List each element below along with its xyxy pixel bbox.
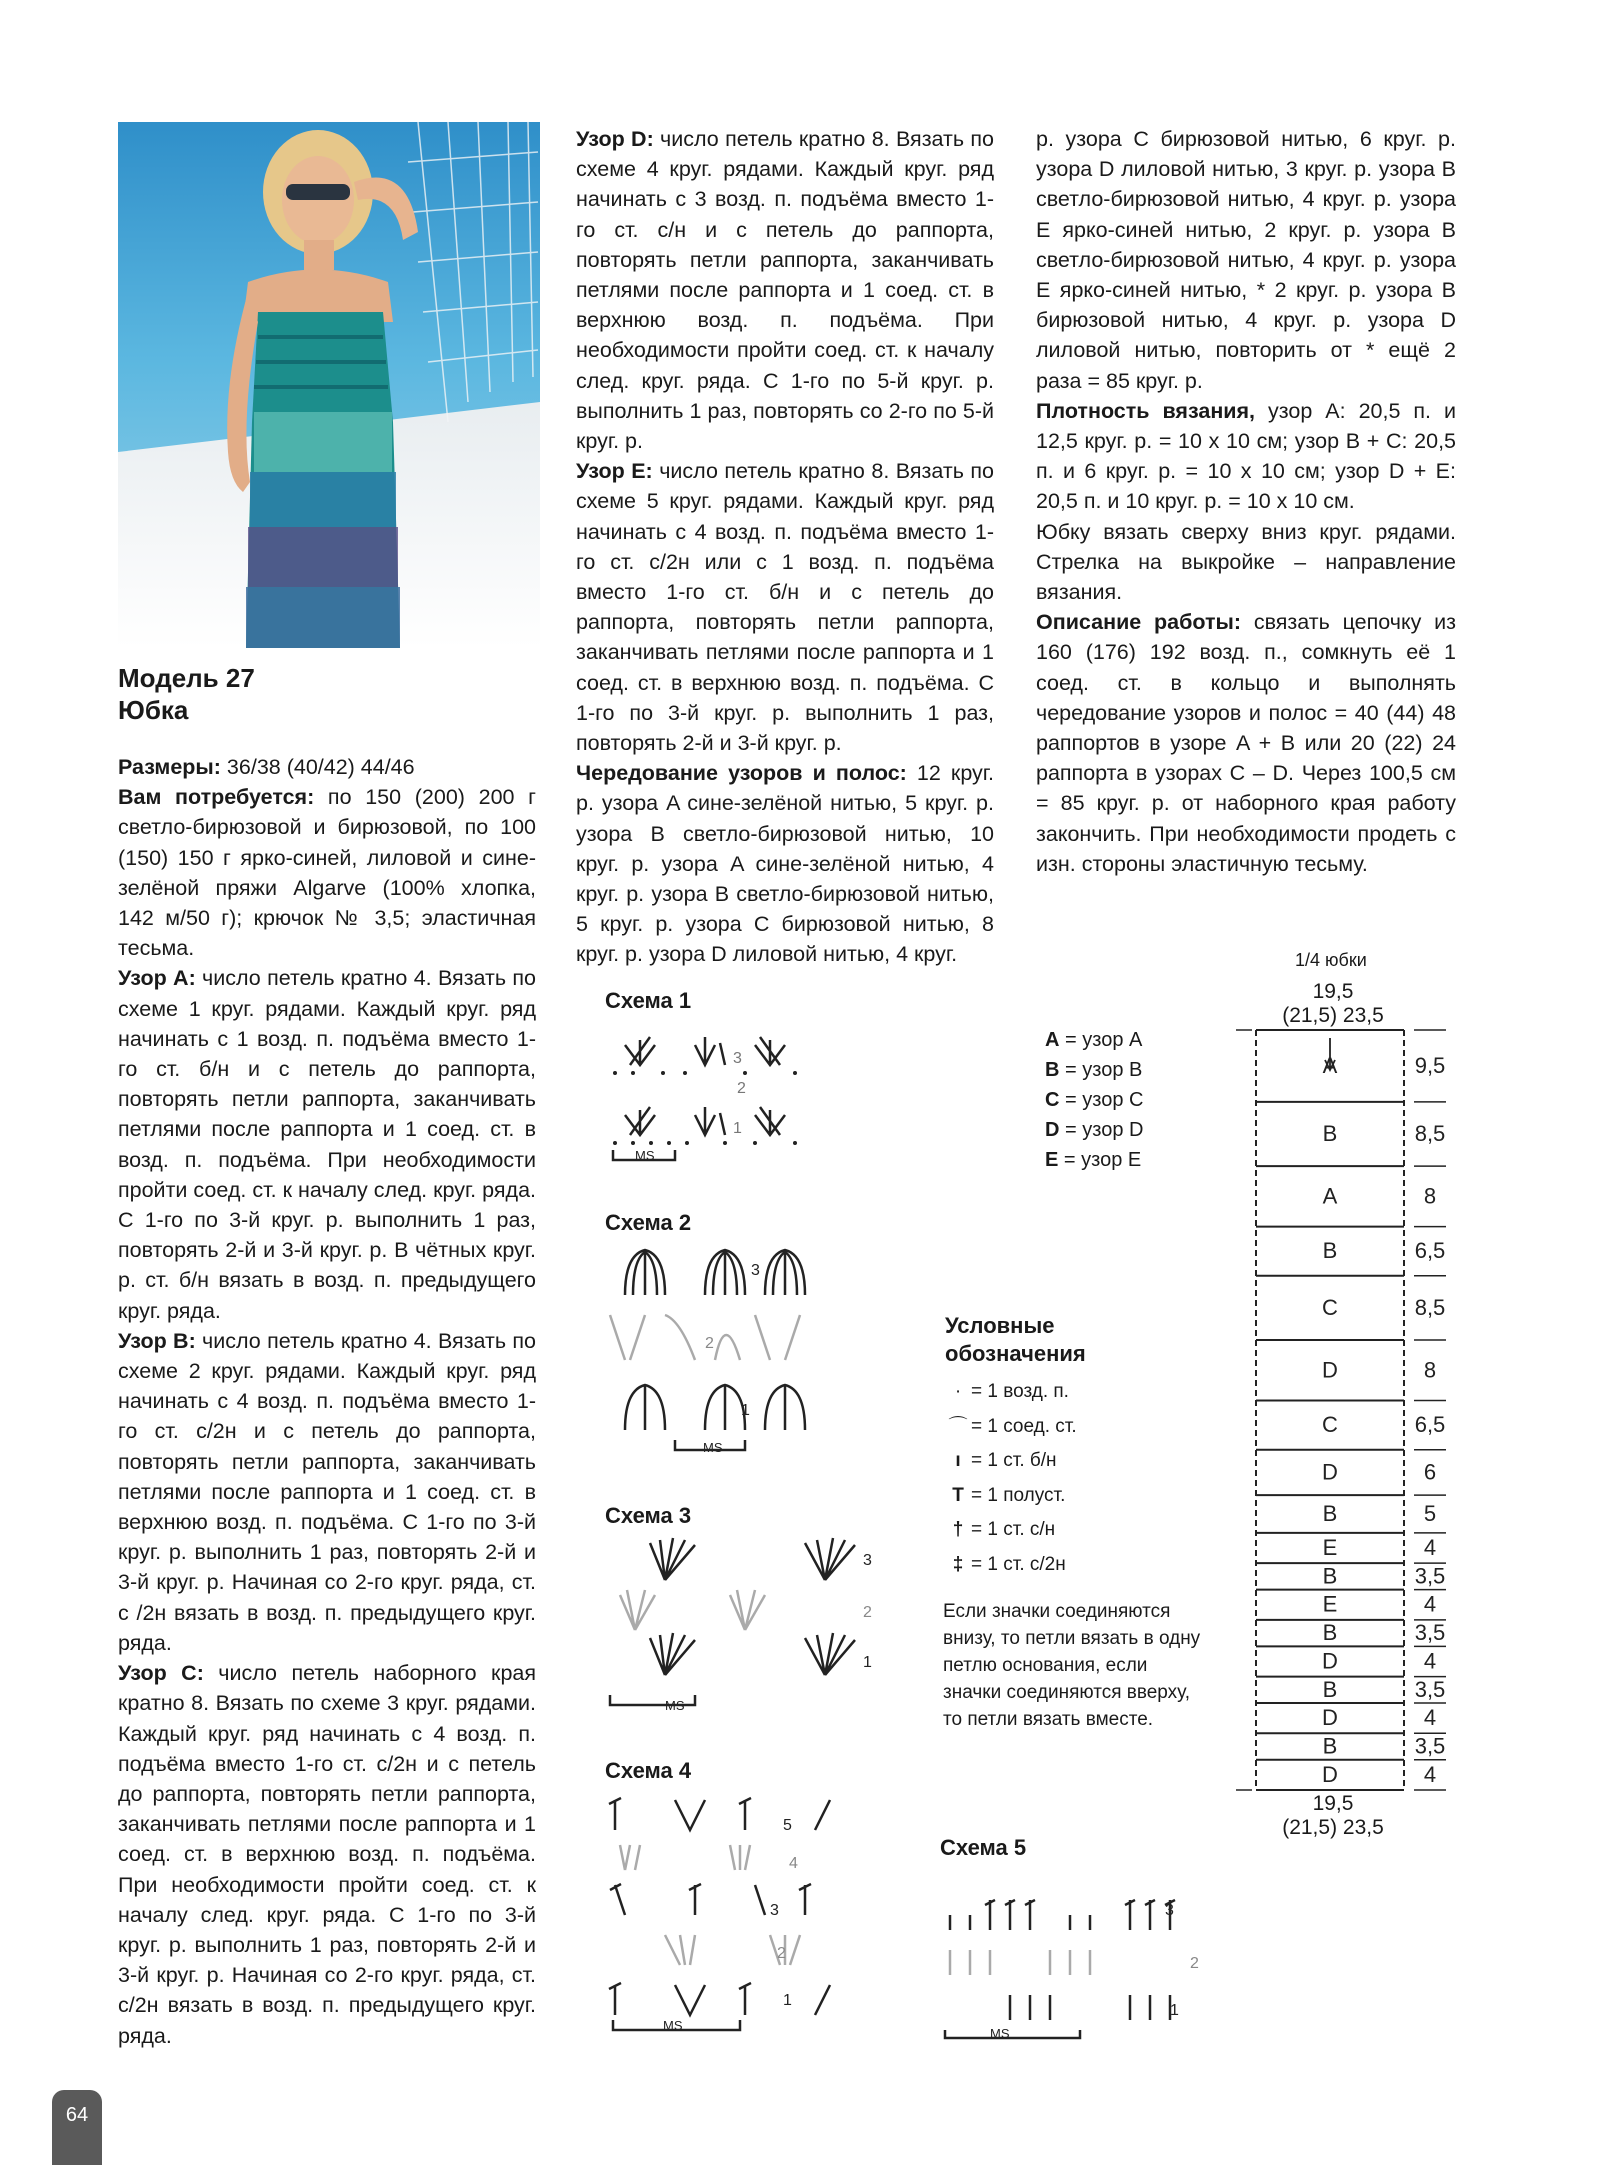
band-height: 8	[1423, 1357, 1437, 1383]
diagram-bottom-width: 19,5 (21,5) 23,5	[1282, 1792, 1384, 1839]
svg-text:1: 1	[863, 1654, 872, 1671]
band-label: B	[1322, 1563, 1338, 1589]
band-height: 4	[1423, 1705, 1437, 1731]
band-label: A	[1322, 1052, 1338, 1078]
band-label: D	[1322, 1761, 1338, 1787]
model-title	[118, 662, 255, 726]
direction-paragraph: Юбку вязать сверху вниз круг. рядами. Стрелка на выкройке – направление вязания.	[1036, 519, 1456, 605]
legend-letter-row: B = узор B	[1045, 1059, 1143, 1081]
band-label: E	[1322, 1535, 1338, 1561]
band-height: 5	[1423, 1500, 1437, 1526]
svg-text:3: 3	[770, 1902, 779, 1919]
svg-text:MS: MS	[635, 1148, 655, 1163]
svg-text:4: 4	[789, 1855, 798, 1872]
model-photo	[118, 122, 540, 648]
band-label: B	[1322, 1238, 1338, 1264]
band-label: C	[1322, 1412, 1338, 1438]
band-height: 6	[1423, 1459, 1437, 1485]
svg-text:2: 2	[777, 1945, 786, 1962]
pattern-letter-legend	[1045, 1025, 1143, 1175]
chart-2-title: Схема 2	[605, 1210, 692, 1235]
svg-text:2: 2	[705, 1335, 714, 1352]
band-height: 8,5	[1414, 1294, 1446, 1320]
svg-text:5: 5	[783, 1817, 792, 1834]
density-paragraph: Плотность вязания, узор A: 20,5 п. и 12,5 круг. р. = 10 х 10 см; узор B + C: 20,5 п. и 6 круг. р. = 10 х 10 см; узор D + E: 20,5 п. и 10 круг. р. = 10 х 10 см.	[1036, 398, 1457, 514]
chart-1-row-3: 3	[733, 1050, 742, 1067]
band-label: D	[1322, 1648, 1338, 1674]
materials-paragraph: Вам потребуется: по 150 (200) 200 г светло-бирюзовой и бирюзовой, по 100 (150) 150 г ярко-синей, лиловой и сине-зелёной пряжи Algarve (100% хлопка, 142 м/50 г); крючок № 3,5; эластичная тесьма.	[118, 785, 536, 961]
symbols-legend	[945, 1375, 1077, 1582]
crochet-chart-4	[605, 1790, 875, 2040]
band-label: C	[1322, 1294, 1338, 1320]
band-height: 4	[1423, 1648, 1437, 1674]
legend-sc-row: ı = 1 ст. б/н	[945, 1444, 1077, 1479]
svg-text:3: 3	[863, 1552, 872, 1569]
band-height: 9,5	[1414, 1052, 1446, 1078]
band-label: D	[1322, 1459, 1338, 1485]
skirt-diagram-caption: 1/4 юбки	[1295, 950, 1367, 970]
text-column-1	[118, 752, 536, 2051]
band-label: B	[1322, 1676, 1338, 1702]
pattern-b-paragraph: Узор B: число петель кратно 4. Вязать по схеме 2 круг. рядами. Каждый круг. ряд начинать с 4 возд. п. подъёма вместо 1-го ст. с/2н и с петель до раппорта, повторять петли раппорта, заканчивать петлями после раппорта и 1 соед. ст. в верхнюю возд. п. подъёма. С 1-го по 3-й круг. р. выполнить 1 раз, повторять 2-й и 3-й круг. р. Начиная со 2-го круг. ряда, ст. с /2н вязать в возд. п. предыдущего круг. ряда.	[118, 1328, 536, 1655]
svg-text:2: 2	[863, 1604, 872, 1621]
page-number: 64	[52, 2090, 102, 2165]
svg-text:1: 1	[733, 1120, 742, 1137]
svg-text:2: 2	[1190, 1955, 1199, 1972]
svg-text:1: 1	[1170, 2002, 1179, 2019]
skirt-schematic	[1220, 1010, 1450, 1810]
chart-4-title: Схема 4	[605, 1758, 692, 1783]
chart-1-title: Схема 1	[605, 988, 692, 1013]
svg-text:MS: MS	[703, 1440, 723, 1455]
legend-chain-row: · = 1 возд. п.	[945, 1375, 1077, 1410]
pattern-d-paragraph: Узор D: число петель кратно 8. Вязать по схеме 4 круг. рядами. Каждый круг. ряд начинать с 3 возд. п. подъёма вместо 1-го ст. с/н и с петель до раппорта, повторять петли раппорта, заканчивать петлями после раппорта и 1 соед. ст. в верхнюю возд. п. подъёма. При необходимости пройти соед. ст. к началу след. круг. ряда. С 1-го по 5-й круг. р. выполнить 1 раз, повторять со 2-го по 5-й круг. р.	[576, 127, 994, 454]
svg-text:1: 1	[741, 1402, 750, 1419]
crochet-chart-3	[605, 1535, 885, 1720]
symbols-legend-title: Условные обозначения	[945, 1313, 1086, 1366]
alternation-paragraph: Чередование узоров и полос: 12 круг. р. узора A сине-зелёной нитью, 5 круг. р. узора B светло-бирюзовой нитью, 10 круг. р. узора A сине-зелёной нитью, 4 круг. р. узора B светло-бирюзовой нитью, 5 круг. р. узора C бирюзовой нитью, 8 круг. р. узора D лиловой нитью, 4 круг.	[576, 761, 994, 967]
text-column-3	[1036, 124, 1456, 879]
legend-hdc-row: T = 1 полуст.	[945, 1479, 1077, 1514]
band-label: B	[1322, 1733, 1338, 1759]
model-name: Юбка	[118, 695, 189, 725]
band-label: D	[1322, 1705, 1338, 1731]
band-height: 4	[1423, 1591, 1437, 1617]
svg-text:MS: MS	[663, 2018, 683, 2033]
diagram-top-width: 19,5 (21,5) 23,5	[1282, 980, 1384, 1027]
alternation-continued: р. узора C бирюзовой нитью, 6 круг. р. узора D лиловой нитью, 3 круг. р. узора B светло-бирюзовой нитью, 4 круг. р. узора E ярко-синей нитью, 2 круг. р. узора B светло-бирюзовой нитью, 4 круг. р. узора E ярко-синей нитью, * 2 круг. р. узора B бирюзовой нитью, 4 круг. р. узора D лиловой нитью, повторить от * ещё 2 раза = 85 круг. р.	[1036, 127, 1456, 393]
legend-slip-row: ⌒ = 1 соед. ст.	[945, 1410, 1077, 1445]
svg-text:3: 3	[751, 1262, 760, 1279]
chart-5-title: Схема 5	[940, 1835, 1027, 1860]
chain-stitch-icon: ·	[954, 1381, 962, 1402]
pattern-c-paragraph: Узор C: число петель наборного края кратно 8. Вязать по схеме 3 круг. рядами. Каждый круг. ряд начинать с 4 возд. п. подъёма вместо 1-го ст. с/2н и с петель до раппорта, повторять петли раппорта, заканчивать петлями после раппорта и 1 соед. ст. в верхнюю возд. п. подъёма. При необходимости пройти соед. ст. к началу след. круг. ряда. С 1-го по 3-й круг. р. выполнить 1 раз, повторять 2-й и 3-й круг. р. Начиная со 2-го круг. ряда, ст. с/2н вязать в возд. п. предыдущего круг. ряда.	[118, 1661, 536, 2048]
band-height: 8	[1423, 1183, 1437, 1209]
svg-text:MS: MS	[665, 1698, 685, 1713]
band-label: B	[1322, 1620, 1338, 1646]
band-label: B	[1322, 1500, 1338, 1526]
model-number: Модель 27	[118, 663, 255, 693]
sizes-paragraph: Размеры: 36/38 (40/42) 44/46	[118, 755, 415, 779]
band-label: B	[1322, 1120, 1338, 1146]
band-height: 3,5	[1414, 1676, 1446, 1702]
band-label: A	[1322, 1183, 1338, 1209]
band-height: 6,5	[1414, 1412, 1446, 1438]
band-label: E	[1322, 1591, 1338, 1617]
band-height: 3,5	[1414, 1563, 1446, 1589]
slip-stitch-icon: ⌒	[948, 1415, 968, 1437]
chart-3-title: Схема 3	[605, 1503, 692, 1528]
crochet-chart-5	[940, 1870, 1220, 2040]
pattern-e-paragraph: Узор E: число петель кратно 8. Вязать по схеме 5 круг. рядами. Каждый круг. ряд начинать с 4 возд. п. подъёма вместо 1-го ст. с/2н или с 1 возд. п. подъёма вместо 1-го ст. б/н и с петель до раппорта, повторять петли раппорта, заканчивать петлями после раппорта и 1 соед. ст. в верхнюю возд. п. подъёма. С 1-го по 3-й круг. р. выполнить 1 раз, повторять 2-й и 3-й круг. р.	[576, 459, 995, 756]
single-crochet-icon: ı	[955, 1450, 961, 1471]
band-height: 8,5	[1414, 1120, 1446, 1146]
band-height: 6,5	[1414, 1238, 1446, 1264]
legend-letter-row: A = узор A	[1045, 1029, 1143, 1051]
band-height: 4	[1423, 1535, 1437, 1561]
legend-dc-row: † = 1 ст. с/н	[945, 1513, 1077, 1548]
legend-note: Если значки соединяются внизу, то петли вязать в одну петлю основания, если значки соединяются вверху, то петли вязать вместе.	[943, 1601, 1201, 1730]
band-height: 4	[1423, 1761, 1437, 1787]
work-paragraph: Описание работы: связать цепочку из 160 (176) 192 возд. п., сомкнуть её 1 соед. ст. в кольцо и выполнять чередование узоров и полос = 40 (44) 48 раппортов в узоре A + B или 20 (22) 24 раппорта в узорах C – D. Через 100,5 см = 85 круг. р. от наборного края работу закончить. При необходимости продеть с изн. стороны эластичную тесьму.	[1036, 610, 1456, 876]
pattern-a-paragraph: Узор A: число петель кратно 4. Вязать по схеме 1 круг. рядами. Каждый круг. ряд начинать с 1 возд. п. подъёма вместо 1-го ст. б/н и с петель до раппорта, повторять петли раппорта, заканчивать петлями после раппорта и 1 соед. ст. в возд. п. подъёма. При необходимости пройти соед. ст. к началу след. круг. ряда. С 1-го по 3-й круг. р. выполнить 1 раз, повторять 2-й и 3-й круг. р. В чётных круг. р. ст. б/н вязать в возд. п. предыдущего круг. ряда.	[118, 966, 536, 1323]
double-crochet-icon: †	[952, 1519, 964, 1540]
svg-text:MS: MS	[990, 2026, 1010, 2040]
svg-text:2: 2	[737, 1080, 746, 1097]
legend-letter-row: C = узор C	[1045, 1089, 1144, 1111]
svg-text:3: 3	[1165, 1902, 1174, 1919]
crochet-chart-1	[605, 1025, 815, 1165]
treble-crochet-icon: ‡	[952, 1553, 964, 1575]
half-double-crochet-icon: T	[952, 1484, 964, 1506]
band-label: D	[1322, 1357, 1338, 1383]
legend-letter-row: D = узор D	[1045, 1119, 1144, 1141]
text-column-2	[576, 124, 994, 970]
legend-letter-row: E = узор E	[1045, 1149, 1142, 1171]
legend-tr-row: ‡ = 1 ст. с/2н	[945, 1548, 1077, 1583]
crochet-chart-2	[605, 1240, 835, 1460]
band-height: 3,5	[1414, 1620, 1446, 1646]
band-height: 3,5	[1414, 1733, 1446, 1759]
svg-text:1: 1	[783, 1992, 792, 2009]
